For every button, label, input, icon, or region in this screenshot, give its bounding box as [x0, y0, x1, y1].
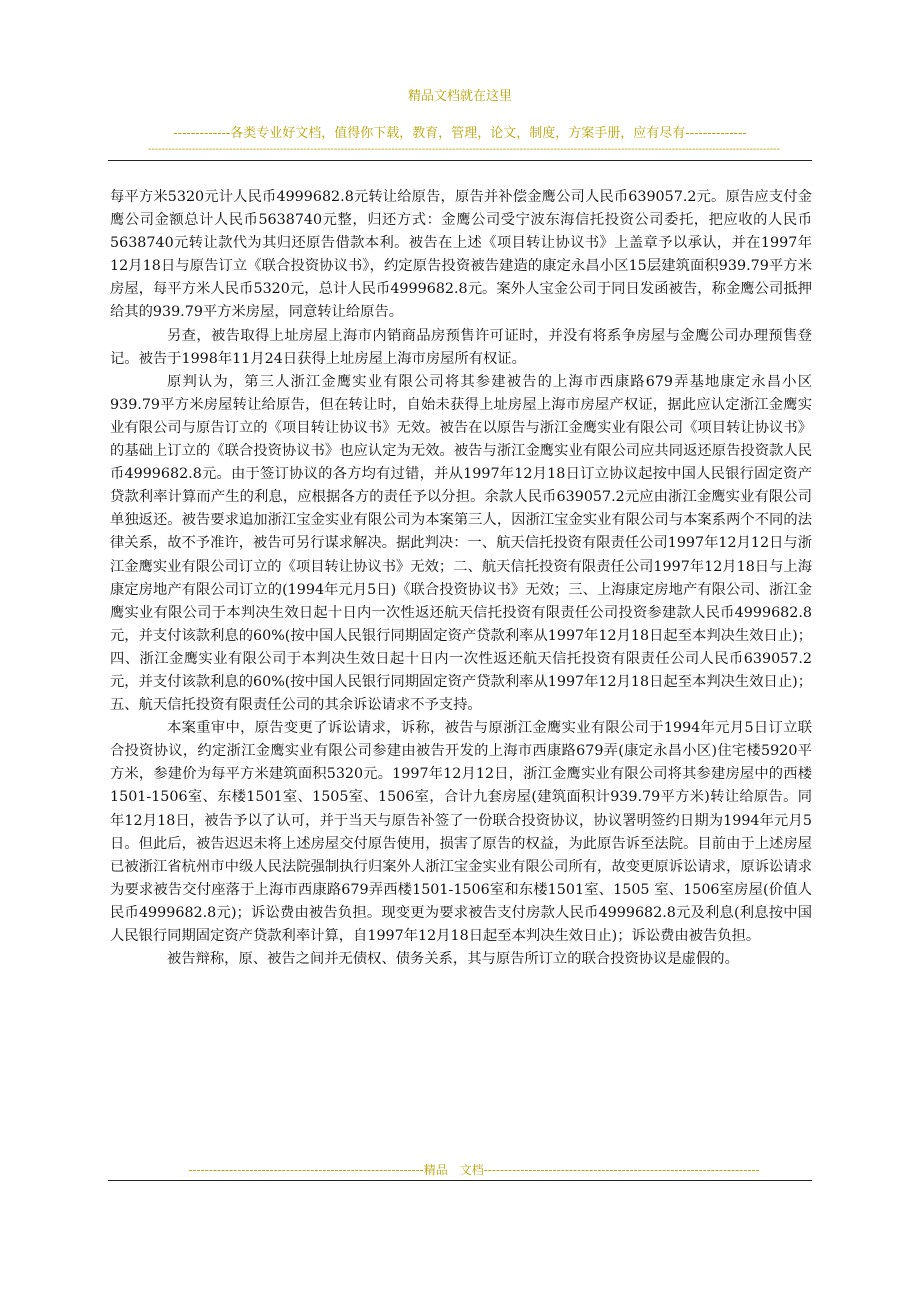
header-title: 精品文档就在这里: [407, 89, 512, 104]
footer-divider: [108, 1180, 812, 1181]
paragraph: 本案重审中，原告变更了诉讼请求，诉称，被告与原浙江金鹰实业有限公司于1994年元月5日订立联合投资协议，约定浙江金鹰实业有限公司参建由被告开发的上海市西康路679弄(康定永昌小区)住宅楼5920平方米，参建价为每平方米建筑面积5320元。1997年12月12日，浙江金鹰实业有限公司将其参建房屋中的西楼1501-1506室、东楼1501室、1505室、1506室，合计九套房屋(建筑面积计939.79平方米)转让给原告。同年12月18日，被告予以了认可，并于当天与原告补签了一份联合投资协议，协议署明签约日期为1994年元月5日。但此后，被告迟迟未将上述房屋交付原告使用，损害了原告的权益，为此原告诉至法院。目前由于上述房屋已被浙江省杭州市中级人民法院强制执行归案外人浙江宝金实业有限公司所有，故变更原诉讼请求，原诉讼请求为要求被告交付座落于上海市西康路679弄西楼1501-1506室和东楼1501室、1505 室、1506室房屋(价值人民币4999682.8元)；诉讼费由被告负担。现变更为要求被告支付房款人民币4999682.8元及利息(利息按中国人民银行同期固定资产贷款利率计算，自1997年12月18日起至本判决生效日止)；诉讼费由被告负担。: [110, 720, 812, 944]
paragraph: 原判认为，第三人浙江金鹰实业有限公司将其参建被告的上海市西康路679弄基地康定永昌小区939.79平方米房屋转让给原告，但在转让时，自始未获得上址房屋上海市房屋产权证，据此应认定浙江金鹰实业有限公司与原告订立的《项目转让协议书》无效。被告在以原告与浙江金鹰实业有限公司《项目转让协议书》的基础上订立的《联合投资协议书》也应认定为无效。被告与浙江金鹰实业有限公司应共同返还原告投资款人民币4999682.8元。由于签订协议的各方均有过错，并从1997年12月18日订立协议起按中国人民银行固定资产贷款利率计算而产生的利息，应根据各方的责任予以分担。余款人民币639057.2元应由浙江金鹰实业有限公司单独返还。被告要求追加浙江宝金实业有限公司为本案第三人，因浙江宝金实业有限公司与本案系两个不同的法律关系，故不予准许，被告可另行谋求解决。据此判决：一、航天信托投资有限责任公司1997年12月12日与浙江金鹰实业有限公司订立的《项目转让协议书》无效；二、航天信托投资有限责任公司1997年12月18日与上海康定房地产有限公司订立的(1994年元月5日)《联合投资协议书》无效；三、上海康定房地产有限公司、浙江金鹰实业有限公司于本判决生效日起十日内一次性返还航天信托投资有限责任公司投资参建款人民币4999682.8元，并支付该款利息的60%(按中国人民银行同期固定资产贷款利率从1997年12月18日起至本判决生效日止)；四、浙江金鹰实业有限公司于本判决生效日起十日内一次性返还航天信托投资有限责任公司人民币639057.2元，并支付该款利息的60%(按中国人民银行同期固定资产贷款利率从1997年12月18日起至本判决生效日止)；五、航天信托投资有限责任公司的其余诉讼请求不予支持。: [110, 373, 812, 714]
paragraph: 被告辩称，原、被告之间并无债权、债务关系，其与原告所订立的联合投资协议是虚假的。: [167, 951, 739, 968]
paragraph: 每平方米5320元计人民币4999682.8元转让给原告，原告并补偿金鹰公司人民币639057.2元。原告应支付金鹰公司金额总计人民币5638740元整，归还方式：金鹰公司受宁波东海信托投资公司委托，把应收的人民币5638740元转让款代为其归还原告借款本利。被告在上述《项目转让协议书》上盖章予以承认，并在1997年12月18日与原告订立《联合投资协议书》，约定原告投资被告建造的康定永昌小区15层建筑面积939.79平方米房屋，每平方米人民币5320元，总计人民币4999682.8元。案外人宝金公司于同日发函被告，称金鹰公司抵押给其的939.79平方米房屋，同意转让给原告。: [110, 189, 812, 321]
header-divider: [108, 160, 812, 161]
document-body: [110, 186, 812, 971]
footer-text: ----------------------------------------------------------精品 文档--------------------------------------------------------------------: [188, 1163, 760, 1177]
paragraph: 另查，被告取得上址房屋上海市内销商品房预售许可证时，并没有将系争房屋与金鹰公司办理预售登记。被告于1998年11月24日获得上址房屋上海市房屋所有权证。: [110, 327, 812, 367]
header-subtitle: -------------各类专业好文档，值得你下载，教育，管理，论文，制度，方案手册，应有尽有--------------: [173, 126, 747, 141]
header-dash-line: -------------------------------------------------------------------------------------------------------------------------------------------------------------------------------------------: [148, 144, 780, 155]
